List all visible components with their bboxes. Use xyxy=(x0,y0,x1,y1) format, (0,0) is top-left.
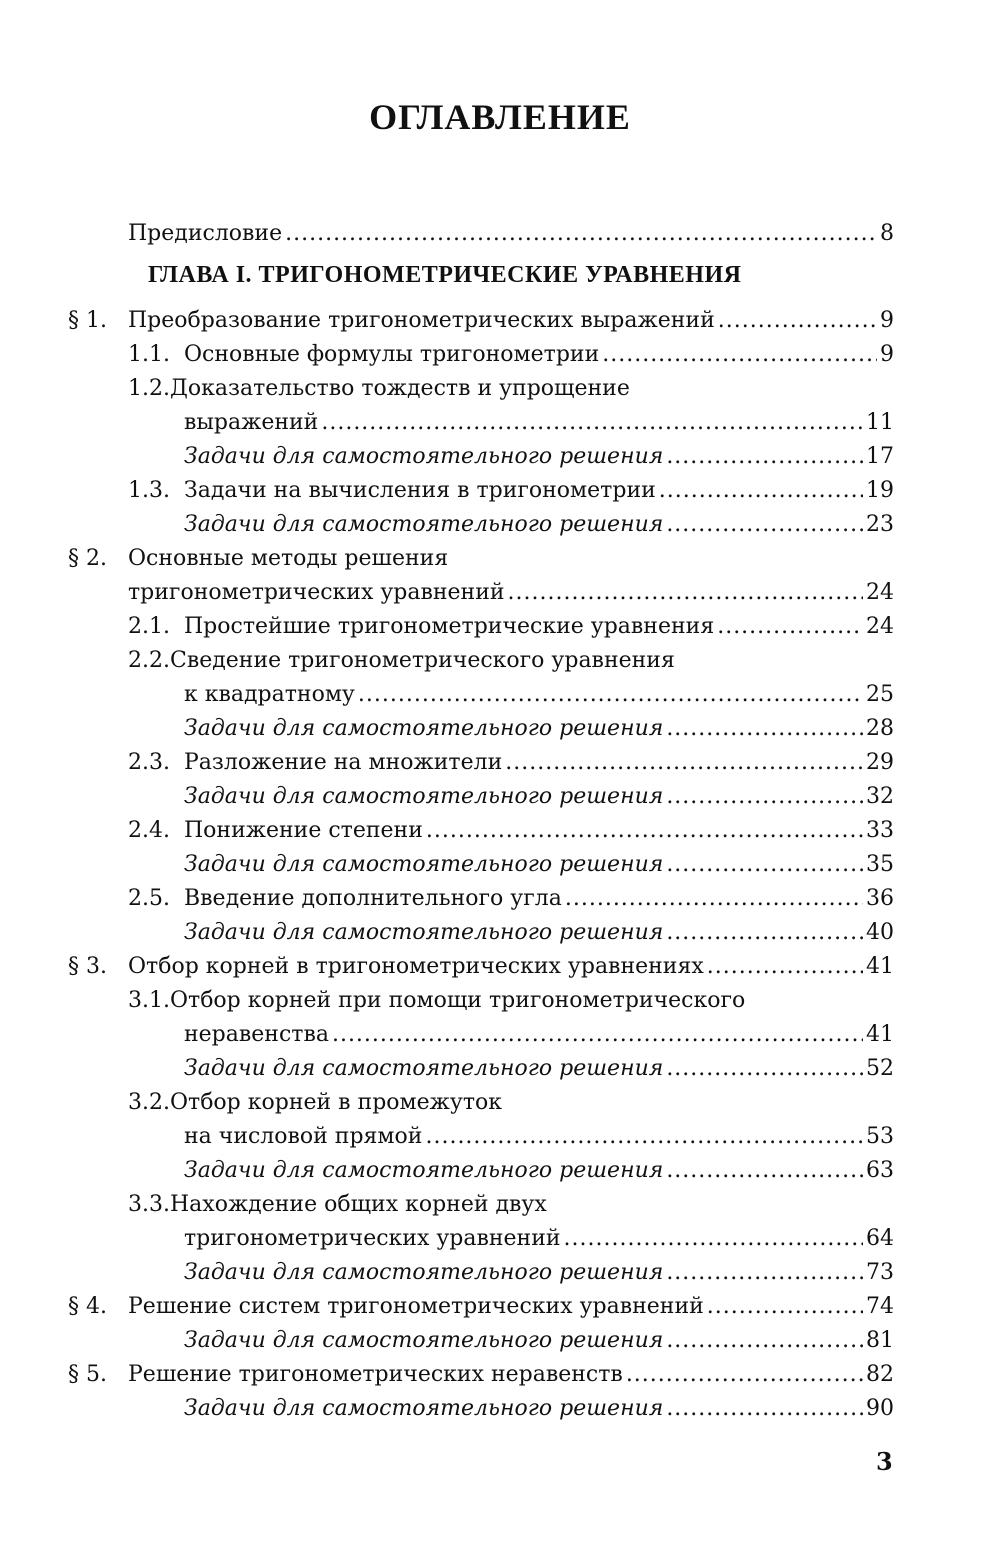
toc-entry-s2-3-tasks[interactable] xyxy=(184,782,894,812)
toc-subsection-number: 1.2. xyxy=(128,376,170,401)
toc-entry-text: Отбор корней в тригонометрических уравнениях xyxy=(128,954,704,979)
toc-page-number: 29 xyxy=(866,750,894,775)
toc-page-number: 24 xyxy=(866,614,894,639)
toc-entry-text: Доказательство тождеств и упрощение xyxy=(169,376,630,401)
toc-entry-text: Основные методы решения xyxy=(128,546,449,571)
toc-entry-s1[interactable] xyxy=(68,306,894,336)
toc-entry-s2-1[interactable] xyxy=(128,612,894,642)
toc-page-number: 24 xyxy=(866,580,894,605)
toc-entry-preface[interactable] xyxy=(128,219,894,249)
toc-page-number: 63 xyxy=(866,1158,894,1183)
toc-entry-text: к квадратному xyxy=(184,682,355,707)
toc-subsection-number: 2.5. xyxy=(128,886,170,911)
toc-page-number: 41 xyxy=(866,1022,894,1047)
page-number: 3 xyxy=(876,1447,893,1476)
toc-entry-text: Задачи для самостоятельного решения xyxy=(184,784,664,809)
toc-section-mark: § 3. xyxy=(68,954,107,979)
toc-entry-text: Отбор корней в промежуток xyxy=(169,1090,503,1115)
toc-entry-text: тригонометрических уравнений xyxy=(128,580,505,605)
toc-entry-text: Задачи для самостоятельного решения xyxy=(184,1056,664,1081)
toc-entry-s1-3[interactable] xyxy=(128,476,894,506)
toc-page-number: 74 xyxy=(866,1294,894,1319)
toc-entry-s2-3[interactable] xyxy=(128,748,894,778)
toc-entry-text: Задачи для самостоятельного решения xyxy=(184,1158,664,1183)
toc-entry-s5-tasks[interactable] xyxy=(184,1394,894,1424)
toc-section-mark: § 4. xyxy=(68,1294,107,1319)
toc-page-number: 11 xyxy=(866,410,894,435)
toc-entry-s2-cont[interactable] xyxy=(128,578,894,608)
toc-subsection-number: 2.3. xyxy=(128,750,170,775)
toc-page-number: 23 xyxy=(866,512,894,537)
toc-entry-s3-1-tasks[interactable] xyxy=(184,1054,894,1084)
toc-entry-s3-1[interactable] xyxy=(128,986,745,1016)
toc-entry-text: Решение тригонометрических неравенств xyxy=(128,1362,623,1387)
toc-entry-s1-2-tasks[interactable] xyxy=(184,442,894,472)
toc-entry-text: Разложение на множители xyxy=(184,750,503,775)
toc-entry-text: Отбор корней при помощи тригонометрического xyxy=(169,988,746,1013)
toc-page-number: 9 xyxy=(880,342,894,367)
toc-entry-s2-2-cont[interactable] xyxy=(184,680,894,710)
toc-subsection-number: 3.1. xyxy=(128,988,170,1013)
toc-entry-text: Предисловие xyxy=(128,221,283,246)
toc-subsection-number: 3.3. xyxy=(128,1192,170,1217)
page-title: ОГЛАВЛЕНИЕ xyxy=(369,97,631,137)
toc-subsection-number: 2.4. xyxy=(128,818,170,843)
toc-entry-text: Задачи на вычисления в тригонометрии xyxy=(184,478,656,503)
toc-entry-text: выражений xyxy=(184,410,319,435)
toc-page-number: 53 xyxy=(866,1124,894,1149)
toc-page-number: 52 xyxy=(866,1056,894,1081)
toc-section-mark: § 1. xyxy=(68,308,107,333)
toc-page-number: 90 xyxy=(866,1396,894,1421)
toc-entry-s3-2-tasks[interactable] xyxy=(184,1156,894,1186)
toc-page-number: 82 xyxy=(866,1362,894,1387)
toc-page-number: 28 xyxy=(866,716,894,741)
chapter-heading: ГЛАВА I. ТРИГОНОМЕТРИЧЕСКИЕ УРАВНЕНИЯ xyxy=(148,262,742,288)
toc-entry-text: Нахождение общих корней двух xyxy=(169,1192,547,1217)
toc-entry-s3-2[interactable] xyxy=(128,1088,502,1118)
toc-entry-s2-2-tasks[interactable] xyxy=(184,714,894,744)
toc-page-number: 64 xyxy=(866,1226,894,1251)
toc-entry-text: Задачи для самостоятельного решения xyxy=(184,852,664,877)
toc-entry-s3[interactable] xyxy=(68,952,894,982)
toc-entry-s2-5-tasks[interactable] xyxy=(184,918,894,948)
toc-entry-text: Преобразование тригонометрических выражений xyxy=(128,308,715,333)
toc-entry-s1-3-tasks[interactable] xyxy=(184,510,894,540)
toc-entry-text: тригонометрических уравнений xyxy=(184,1226,561,1251)
toc-entry-text: Задачи для самостоятельного решения xyxy=(184,716,664,741)
toc-page-number: 9 xyxy=(880,308,894,333)
toc-entry-text: Решение систем тригонометрических уравнений xyxy=(128,1294,704,1319)
toc-page-number: 32 xyxy=(866,784,894,809)
toc-page-number: 33 xyxy=(866,818,894,843)
toc-page-number: 81 xyxy=(866,1328,894,1353)
toc-entry-text: Задачи для самостоятельного решения xyxy=(184,1328,664,1353)
toc-entry-text: Задачи для самостоятельного решения xyxy=(184,1396,664,1421)
toc-entry-text: Основные формулы тригонометрии xyxy=(184,342,600,367)
toc-subsection-number: 1.1. xyxy=(128,342,170,367)
toc-entry-text: Введение дополнительного угла xyxy=(184,886,562,911)
toc-entry-s2-4[interactable] xyxy=(128,816,894,846)
toc-subsection-number: 2.2. xyxy=(128,648,170,673)
toc-page-number: 25 xyxy=(866,682,894,707)
toc-page-number: 36 xyxy=(866,886,894,911)
toc-section-mark: § 2. xyxy=(68,546,107,571)
toc-entry-s1-1[interactable] xyxy=(128,340,894,370)
toc-entry-s1-2-cont[interactable] xyxy=(184,408,894,438)
toc-entry-s4[interactable] xyxy=(68,1292,894,1322)
toc-entry-text: Задачи для самостоятельного решения xyxy=(184,444,664,469)
toc-entry-s3-3-tasks[interactable] xyxy=(184,1258,894,1288)
toc-entry-s2-4-tasks[interactable] xyxy=(184,850,894,880)
toc-entry-text: Задачи для самостоятельного решения xyxy=(184,1260,664,1285)
toc-entry-text: Задачи для самостоятельного решения xyxy=(184,920,664,945)
toc-entry-text: Задачи для самостоятельного решения xyxy=(184,512,664,537)
toc-subsection-number: 1.3. xyxy=(128,478,170,503)
toc-subsection-number: 3.2. xyxy=(128,1090,170,1115)
toc-entry-text: неравенства xyxy=(184,1022,329,1047)
toc-page-number: 40 xyxy=(866,920,894,945)
toc-entry-text: на числовой прямой xyxy=(184,1124,423,1149)
toc-page-number: 41 xyxy=(866,954,894,979)
toc-entry-s2[interactable] xyxy=(68,544,449,574)
toc-entry-text: Простейшие тригонометрические уравнения xyxy=(184,614,715,639)
toc-entry-s3-1-cont[interactable] xyxy=(184,1020,894,1050)
toc-entry-s1-2[interactable] xyxy=(128,374,630,404)
toc-entry-s2-2[interactable] xyxy=(128,646,675,676)
toc-entry-text: Сведение тригонометрического уравнения xyxy=(169,648,675,673)
toc-page-number: 8 xyxy=(880,221,894,246)
toc-page-number: 35 xyxy=(866,852,894,877)
toc-entry-s5[interactable] xyxy=(68,1360,894,1390)
toc-page-number: 19 xyxy=(866,478,894,503)
toc-entry-text: Понижение степени xyxy=(184,818,423,843)
toc-section-mark: § 5. xyxy=(68,1362,107,1387)
toc-entry-s3-2-cont[interactable] xyxy=(184,1122,894,1152)
toc-entry-s4-tasks[interactable] xyxy=(184,1326,894,1356)
toc-subsection-number: 2.1. xyxy=(128,614,170,639)
toc-entry-s3-3-cont[interactable] xyxy=(184,1224,894,1254)
toc-entry-s2-5[interactable] xyxy=(128,884,894,914)
toc-page-number: 17 xyxy=(866,444,894,469)
toc-page-number: 73 xyxy=(866,1260,894,1285)
toc-entry-s3-3[interactable] xyxy=(128,1190,547,1220)
